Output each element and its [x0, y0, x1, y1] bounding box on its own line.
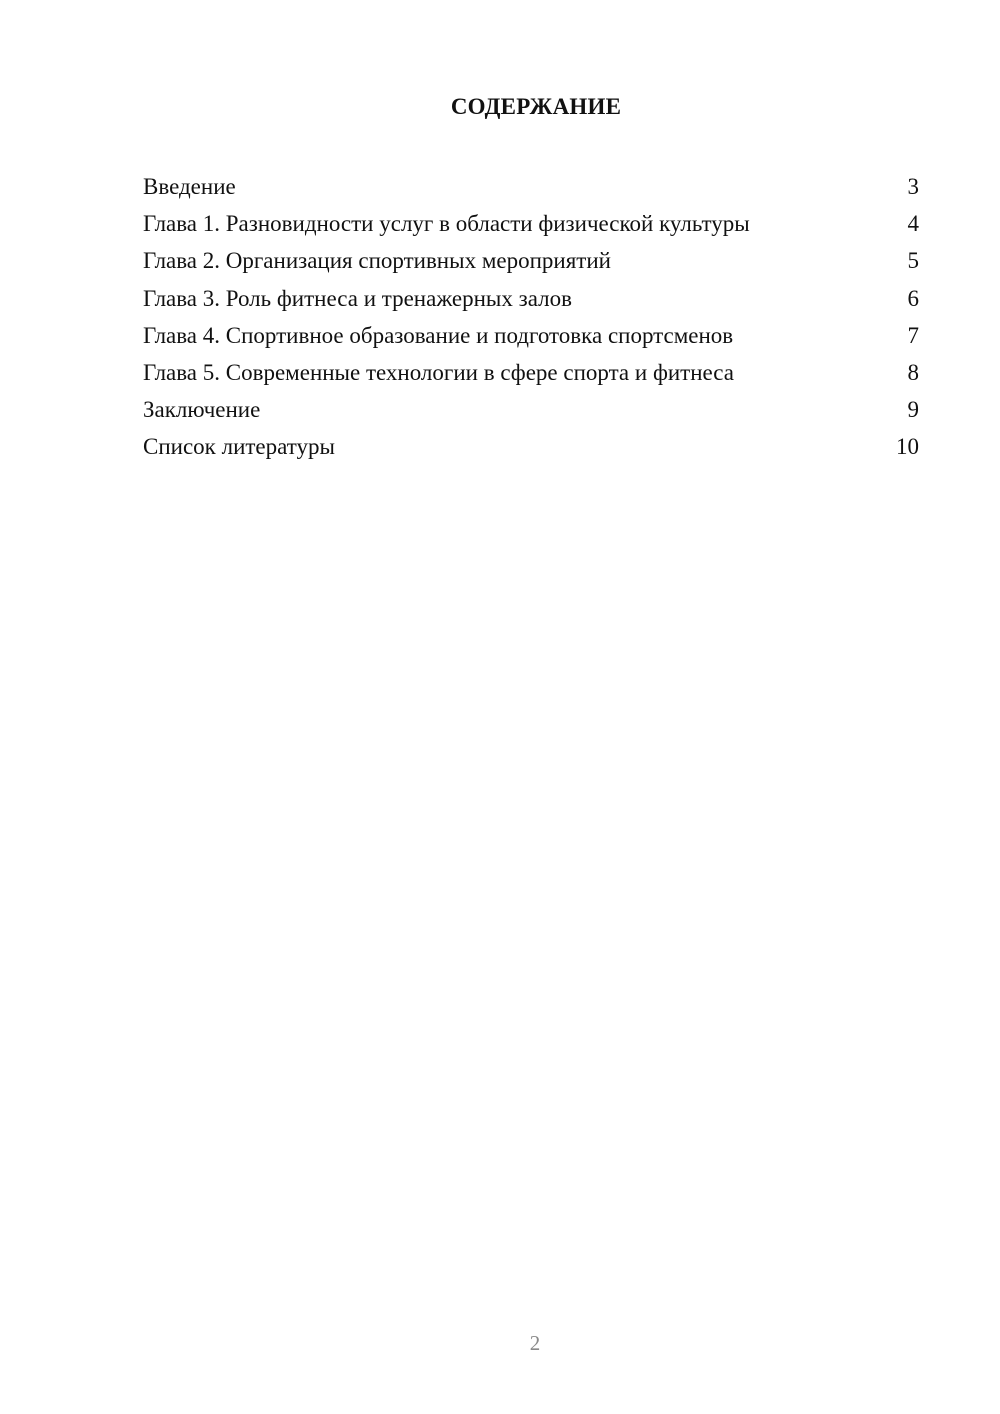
- toc-entry-label: Глава 5. Современные технологии в сфере спорта и фитнеса: [143, 359, 734, 385]
- toc-entry-label: Введение: [143, 174, 236, 199]
- toc-entry-label: Список литературы: [143, 434, 335, 460]
- page-number: 2: [529, 1331, 541, 1355]
- toc-entry-introduction: [143, 168, 919, 205]
- toc-entry-chapter-5: [143, 354, 919, 391]
- toc-entry-page: 5: [907, 248, 919, 274]
- toc-entry-page: 10: [896, 434, 919, 460]
- toc-entry-chapter-3: [143, 280, 919, 317]
- toc-entry-page: 6: [907, 285, 919, 311]
- toc-entry-chapter-2: [143, 242, 919, 279]
- toc-entry-label: Глава 2. Организация спортивных мероприятий: [143, 248, 611, 274]
- toc-entry-label: Глава 4. Спортивное образование и подготовка спортсменов: [143, 322, 734, 348]
- toc-entry-page: 3: [907, 174, 919, 199]
- table-of-contents: [143, 168, 919, 466]
- toc-entry-page: 8: [907, 359, 919, 385]
- toc-entry-page: 9: [907, 397, 919, 423]
- toc-entry-label: Глава 3. Роль фитнеса и тренажерных залов: [143, 285, 572, 311]
- page-title: СОДЕРЖАНИЕ: [450, 94, 622, 119]
- toc-entry-label: Глава 1. Разновидности услуг в области физической культуры: [143, 211, 750, 237]
- toc-entry-chapter-4: [143, 317, 919, 354]
- toc-entry-page: 7: [907, 322, 919, 348]
- toc-entry-label: Заключение: [143, 397, 261, 423]
- toc-entry-page: 4: [907, 211, 919, 237]
- toc-entry-bibliography: [143, 428, 919, 465]
- toc-entry-chapter-1: [143, 205, 919, 242]
- toc-entry-conclusion: [143, 391, 919, 428]
